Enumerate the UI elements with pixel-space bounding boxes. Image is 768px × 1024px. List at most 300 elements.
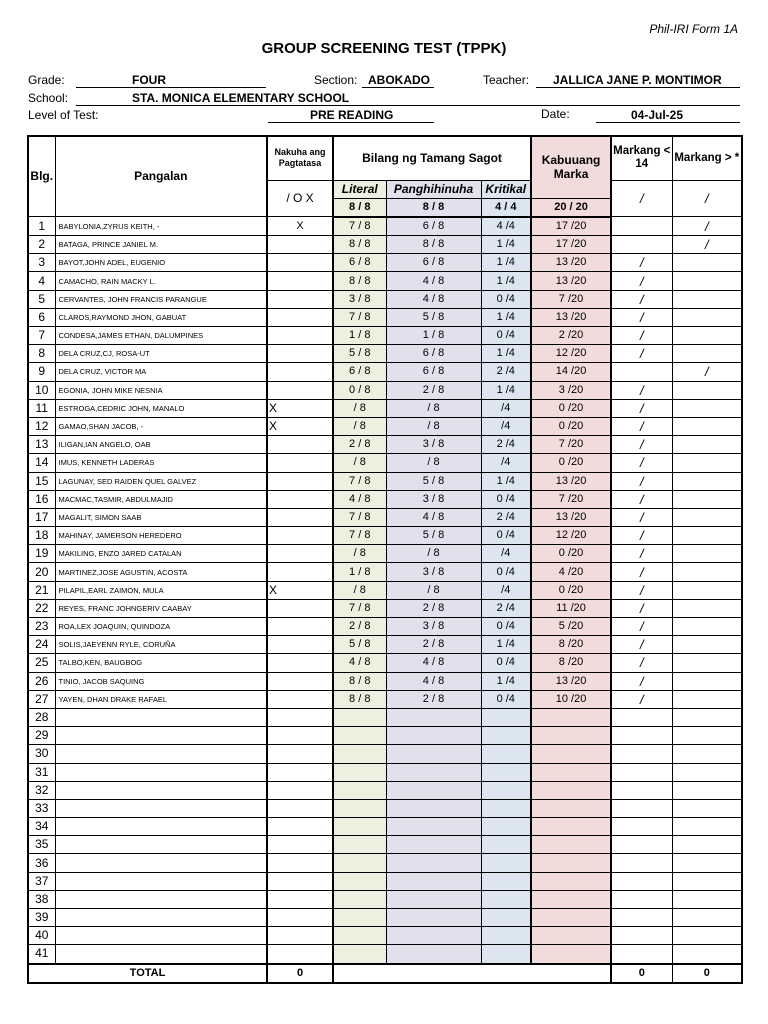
critical-score: /4 xyxy=(481,581,531,599)
table-row xyxy=(28,763,742,781)
markang-lt-mark: / xyxy=(611,690,672,708)
table-row xyxy=(28,781,742,799)
literal-score: 5 / 8 xyxy=(333,345,386,363)
markang-lt-mark xyxy=(611,799,672,817)
markang-lt-mark xyxy=(611,890,672,908)
literal-score xyxy=(333,872,386,890)
markang-lt-mark: / xyxy=(611,417,672,435)
critical-score: 2 /4 xyxy=(481,599,531,617)
literal-score: 6 / 8 xyxy=(333,254,386,272)
markang-ge-mark xyxy=(672,490,742,508)
markang-lt-mark: / xyxy=(611,636,672,654)
markang-ge-mark xyxy=(672,327,742,345)
total-score xyxy=(531,872,611,890)
inference-score: 1 / 8 xyxy=(386,327,481,345)
markang-ge-mark xyxy=(672,672,742,690)
literal-score: 2 / 8 xyxy=(333,618,386,636)
total-score: 0 /20 xyxy=(531,454,611,472)
markang-lt-mark: / xyxy=(611,290,672,308)
total-blank xyxy=(333,964,611,983)
critical-score: 1 /4 xyxy=(481,272,531,290)
student-name: CAMACHO, RAIN MACKY L. xyxy=(55,272,267,290)
markang-lt-mark: / xyxy=(611,599,672,617)
markang-ge-mark xyxy=(672,472,742,490)
markang-ge-mark xyxy=(672,563,742,581)
inference-score xyxy=(386,781,481,799)
inference-score xyxy=(386,799,481,817)
header-nakuha-marks: / O X xyxy=(267,180,333,217)
inference-score: 2 / 8 xyxy=(386,599,481,617)
total-score xyxy=(531,836,611,854)
critical-score: 2 /4 xyxy=(481,508,531,526)
row-number: 23 xyxy=(28,618,55,636)
critical-score xyxy=(481,708,531,726)
inference-score xyxy=(386,945,481,964)
teacher-value: JALLICA JANE P. MONTIMOR xyxy=(553,73,722,87)
table-row xyxy=(28,563,742,581)
inference-score: / 8 xyxy=(386,399,481,417)
row-number: 38 xyxy=(28,890,55,908)
total-score: 5 /20 xyxy=(531,618,611,636)
literal-score xyxy=(333,781,386,799)
total-score: 12 /20 xyxy=(531,345,611,363)
literal-score xyxy=(333,799,386,817)
critical-score: 2 /4 xyxy=(481,436,531,454)
student-name: DELA CRUZ,CJ, ROSA-UT xyxy=(55,345,267,363)
inference-score xyxy=(386,854,481,872)
inference-score: 3 / 8 xyxy=(386,436,481,454)
markang-lt-mark xyxy=(611,927,672,945)
critical-score: 1 /4 xyxy=(481,254,531,272)
critical-score xyxy=(481,872,531,890)
critical-score xyxy=(481,945,531,964)
row-number: 33 xyxy=(28,799,55,817)
total-score: 13 /20 xyxy=(531,272,611,290)
student-name: BAYOT,JOHN ADEL, EUGENIO xyxy=(55,254,267,272)
total-score: 13 /20 xyxy=(531,472,611,490)
row-number: 18 xyxy=(28,527,55,545)
total-score xyxy=(531,890,611,908)
nakuha-mark xyxy=(267,399,333,417)
header-nakuha: Nakuha ang Pagtatasa xyxy=(267,136,333,180)
inference-score xyxy=(386,727,481,745)
markang-ge-mark xyxy=(672,381,742,399)
critical-score: /4 xyxy=(481,454,531,472)
critical-score: 1 /4 xyxy=(481,472,531,490)
nakuha-mark xyxy=(267,545,333,563)
section-value: ABOKADO xyxy=(368,73,430,87)
inference-score: / 8 xyxy=(386,545,481,563)
nakuha-mark xyxy=(267,217,333,236)
total-label: TOTAL xyxy=(28,964,267,983)
inference-score: 5 / 8 xyxy=(386,308,481,326)
critical-score xyxy=(481,818,531,836)
critical-score: 1 /4 xyxy=(481,236,531,254)
row-number: 21 xyxy=(28,581,55,599)
markang-ge-mark xyxy=(672,254,742,272)
student-name xyxy=(55,745,267,763)
total-score: 14 /20 xyxy=(531,363,611,381)
table-row xyxy=(28,472,742,490)
row-number: 7 xyxy=(28,327,55,345)
table-row xyxy=(28,417,742,435)
inference-score: 4 / 8 xyxy=(386,508,481,526)
critical-score xyxy=(481,781,531,799)
nakuha-mark xyxy=(267,836,333,854)
total-score: 0 /20 xyxy=(531,545,611,563)
table-row xyxy=(28,308,742,326)
literal-score xyxy=(333,727,386,745)
critical-score: /4 xyxy=(481,545,531,563)
markang-lt-mark xyxy=(611,854,672,872)
row-number: 10 xyxy=(28,381,55,399)
row-number: 36 xyxy=(28,854,55,872)
nakuha-mark xyxy=(267,690,333,708)
row-number: 6 xyxy=(28,308,55,326)
row-number: 41 xyxy=(28,945,55,964)
inference-score: 4 / 8 xyxy=(386,272,481,290)
markang-ge-mark xyxy=(672,781,742,799)
table-row xyxy=(28,618,742,636)
critical-score: 0 /4 xyxy=(481,654,531,672)
table-row xyxy=(28,872,742,890)
literal-score: 5 / 8 xyxy=(333,636,386,654)
markang-lt-mark: / xyxy=(611,508,672,526)
total-score xyxy=(531,781,611,799)
markang-ge-mark xyxy=(672,399,742,417)
critical-score xyxy=(481,927,531,945)
markang-lt-mark xyxy=(611,217,672,236)
critical-score: 2 /4 xyxy=(481,363,531,381)
inference-score xyxy=(386,745,481,763)
literal-score: 8 / 8 xyxy=(333,690,386,708)
inference-score: 3 / 8 xyxy=(386,618,481,636)
student-name: MAGALIT, SIMON SAAB xyxy=(55,508,267,526)
student-name: EGONIA, JOHN MIKE NESNIA xyxy=(55,381,267,399)
header-ge-mark: / xyxy=(672,180,742,217)
student-name: GAMAO,SHAN JACOB, - xyxy=(55,417,267,435)
literal-score: / 8 xyxy=(333,454,386,472)
nakuha-mark xyxy=(267,363,333,381)
total-score: 0 /20 xyxy=(531,399,611,417)
total-score xyxy=(531,818,611,836)
total-score: 2 /20 xyxy=(531,327,611,345)
nakuha-left-mark: X xyxy=(269,582,278,597)
nakuha-mark xyxy=(267,272,333,290)
literal-score: 7 / 8 xyxy=(333,217,386,236)
critical-score xyxy=(481,727,531,745)
row-number: 13 xyxy=(28,436,55,454)
row-number: 35 xyxy=(28,836,55,854)
nakuha-mark xyxy=(267,508,333,526)
total-score xyxy=(531,708,611,726)
grade-value: FOUR xyxy=(132,73,166,87)
table-row xyxy=(28,436,742,454)
row-number: 17 xyxy=(28,508,55,526)
markang-ge-mark xyxy=(672,945,742,964)
markang-lt-mark: / xyxy=(611,581,672,599)
literal-score xyxy=(333,745,386,763)
markang-lt-mark xyxy=(611,818,672,836)
table-row xyxy=(28,363,742,381)
literal-score: 8 / 8 xyxy=(333,236,386,254)
markang-ge-mark xyxy=(672,890,742,908)
literal-score: 7 / 8 xyxy=(333,308,386,326)
table-row xyxy=(28,909,742,927)
school-label: School: xyxy=(28,91,69,105)
table-row xyxy=(28,327,742,345)
markang-ge-mark xyxy=(672,763,742,781)
table-row xyxy=(28,399,742,417)
student-name: CLAROS,RAYMOND JHON, GABUAT xyxy=(55,308,267,326)
literal-score: / 8 xyxy=(333,399,386,417)
student-name: TALBO,KEN, BAUGBOG xyxy=(55,654,267,672)
markang-lt-mark: / xyxy=(611,472,672,490)
markang-lt-mark: / xyxy=(611,527,672,545)
table-row xyxy=(28,818,742,836)
table-row xyxy=(28,854,742,872)
markang-lt-mark xyxy=(611,745,672,763)
total-score: 7 /20 xyxy=(531,436,611,454)
inference-score: 6 / 8 xyxy=(386,363,481,381)
total-score: 7 /20 xyxy=(531,490,611,508)
row-number: 27 xyxy=(28,690,55,708)
table-row xyxy=(28,836,742,854)
student-name: IMUS, KENNETH LADERAS xyxy=(55,454,267,472)
inference-score xyxy=(386,890,481,908)
student-name: MAHINAY, JAMERSON HEREDERO xyxy=(55,527,267,545)
critical-score: 0 /4 xyxy=(481,563,531,581)
row-number: 5 xyxy=(28,290,55,308)
nakuha-mark xyxy=(267,818,333,836)
markang-ge-mark xyxy=(672,417,742,435)
markang-ge-mark xyxy=(672,636,742,654)
critical-score xyxy=(481,890,531,908)
literal-score: 1 / 8 xyxy=(333,327,386,345)
row-number: 3 xyxy=(28,254,55,272)
nakuha-mark xyxy=(267,436,333,454)
literal-score xyxy=(333,836,386,854)
row-number: 12 xyxy=(28,417,55,435)
markang-lt-mark: / xyxy=(611,672,672,690)
critical-score xyxy=(481,763,531,781)
literal-score xyxy=(333,818,386,836)
nakuha-mark xyxy=(267,454,333,472)
literal-score: 6 / 8 xyxy=(333,363,386,381)
student-name xyxy=(55,872,267,890)
nakuha-value: X xyxy=(296,219,304,232)
table-row xyxy=(28,254,742,272)
markang-lt-mark: / xyxy=(611,490,672,508)
literal-score xyxy=(333,763,386,781)
inference-score xyxy=(386,818,481,836)
header-name: Pangalan xyxy=(55,136,267,217)
markang-ge-mark xyxy=(672,308,742,326)
markang-lt-mark: / xyxy=(611,345,672,363)
student-name: ILIGAN,IAN ANGELO, OAB xyxy=(55,436,267,454)
literal-score xyxy=(333,890,386,908)
level-value: PRE READING xyxy=(310,108,394,122)
critical-score xyxy=(481,836,531,854)
markang-ge-mark xyxy=(672,581,742,599)
nakuha-mark xyxy=(267,581,333,599)
markang-ge-mark: / xyxy=(672,217,742,236)
nakuha-mark xyxy=(267,854,333,872)
inference-score: 6 / 8 xyxy=(386,217,481,236)
total-score: 4 /20 xyxy=(531,563,611,581)
critical-score xyxy=(481,909,531,927)
table-row xyxy=(28,690,742,708)
total-score: 13 /20 xyxy=(531,308,611,326)
critical-score: 1 /4 xyxy=(481,672,531,690)
table-row xyxy=(28,581,742,599)
student-name xyxy=(55,909,267,927)
markang-lt-mark xyxy=(611,363,672,381)
header-bilang: Bilang ng Tamang Sagot xyxy=(333,136,531,180)
total-score xyxy=(531,927,611,945)
inference-score: / 8 xyxy=(386,454,481,472)
nakuha-mark xyxy=(267,745,333,763)
table-row xyxy=(28,272,742,290)
student-name: MARTINEZ,JOSE AGUSTIN, ACOSTA xyxy=(55,563,267,581)
critical-score: 1 /4 xyxy=(481,308,531,326)
header-total: Kabuuang Marka xyxy=(531,136,611,198)
total-score xyxy=(531,945,611,964)
markang-lt-mark: / xyxy=(611,454,672,472)
literal-score: / 8 xyxy=(333,581,386,599)
table-row xyxy=(28,599,742,617)
nakuha-mark xyxy=(267,472,333,490)
critical-score: 1 /4 xyxy=(481,345,531,363)
inference-score: 6 / 8 xyxy=(386,254,481,272)
literal-score: 0 / 8 xyxy=(333,381,386,399)
markang-lt-mark xyxy=(611,236,672,254)
markang-ge-mark xyxy=(672,272,742,290)
markang-lt-mark xyxy=(611,727,672,745)
student-name: TINIO, JACOB SAQUING xyxy=(55,672,267,690)
date-label: Date: xyxy=(541,107,570,121)
nakuha-left-mark: X xyxy=(269,418,278,433)
inference-score: 3 / 8 xyxy=(386,563,481,581)
student-name xyxy=(55,818,267,836)
row-number: 40 xyxy=(28,927,55,945)
nakuha-mark xyxy=(267,799,333,817)
literal-score xyxy=(333,927,386,945)
nakuha-mark xyxy=(267,927,333,945)
student-name: ESTROGA,CEDRIC JOHN, MANALO xyxy=(55,399,267,417)
literal-score: 1 / 8 xyxy=(333,563,386,581)
literal-score: 2 / 8 xyxy=(333,436,386,454)
critical-score: 1 /4 xyxy=(481,381,531,399)
row-number: 2 xyxy=(28,236,55,254)
school-value: STA. MONICA ELEMENTARY SCHOOL xyxy=(132,91,350,105)
critical-score xyxy=(481,799,531,817)
total-score: 7 /20 xyxy=(531,290,611,308)
row-number: 34 xyxy=(28,818,55,836)
inference-score: 8 / 8 xyxy=(386,236,481,254)
inference-score xyxy=(386,927,481,945)
table-row xyxy=(28,672,742,690)
nakuha-mark xyxy=(267,763,333,781)
critical-score: 0 /4 xyxy=(481,490,531,508)
teacher-label: Teacher: xyxy=(483,73,530,87)
markang-ge-mark xyxy=(672,872,742,890)
table-row xyxy=(28,454,742,472)
markang-lt-mark xyxy=(611,763,672,781)
table-row xyxy=(28,508,742,526)
student-name: YAYEN, DHAN DRAKE RAFAEL xyxy=(55,690,267,708)
critical-score: 0 /4 xyxy=(481,618,531,636)
total-score: 3 /20 xyxy=(531,381,611,399)
markang-ge-mark xyxy=(672,527,742,545)
nakuha-mark xyxy=(267,909,333,927)
markang-ge-mark xyxy=(672,618,742,636)
screening-table xyxy=(27,135,743,984)
literal-score xyxy=(333,909,386,927)
header-inference-max: 8 / 8 xyxy=(386,198,481,217)
literal-score: 4 / 8 xyxy=(333,490,386,508)
row-number: 14 xyxy=(28,454,55,472)
student-name xyxy=(55,799,267,817)
nakuha-mark xyxy=(267,618,333,636)
row-number: 28 xyxy=(28,708,55,726)
inference-score: 5 / 8 xyxy=(386,472,481,490)
table-row xyxy=(28,708,742,726)
header-literal-max: 8 / 8 xyxy=(333,198,386,217)
row-number: 4 xyxy=(28,272,55,290)
critical-score xyxy=(481,745,531,763)
student-name: REYES, FRANC JOHNGERIV CAABAY xyxy=(55,599,267,617)
row-number: 9 xyxy=(28,363,55,381)
literal-score xyxy=(333,708,386,726)
nakuha-mark xyxy=(267,672,333,690)
literal-score: / 8 xyxy=(333,545,386,563)
student-name: LAGUNAY, SED RAIDEN QUEL GALVEZ xyxy=(55,472,267,490)
literal-score: 7 / 8 xyxy=(333,508,386,526)
inference-score xyxy=(386,909,481,927)
total-score xyxy=(531,727,611,745)
markang-ge-mark xyxy=(672,690,742,708)
nakuha-mark xyxy=(267,636,333,654)
nakuha-mark xyxy=(267,254,333,272)
total-score: 11 /20 xyxy=(531,599,611,617)
inference-score xyxy=(386,763,481,781)
student-name: SOLIS,JAEYENN RYLE, CORUÑA xyxy=(55,636,267,654)
table-row xyxy=(28,236,742,254)
section-label: Section: xyxy=(314,73,358,87)
nakuha-mark xyxy=(267,563,333,581)
header-markang-lt: Markang < 14 xyxy=(611,136,672,180)
header-critical-max: 4 / 4 xyxy=(481,198,531,217)
nakuha-mark xyxy=(267,290,333,308)
markang-lt-mark: / xyxy=(611,563,672,581)
nakuha-mark xyxy=(267,708,333,726)
row-number: 37 xyxy=(28,872,55,890)
markang-lt-mark: / xyxy=(611,254,672,272)
nakuha-mark xyxy=(267,527,333,545)
total-score xyxy=(531,909,611,927)
inference-score xyxy=(386,872,481,890)
page-title: GROUP SCREENING TEST (TPPK) xyxy=(261,40,507,57)
table-row xyxy=(28,217,742,236)
row-number: 20 xyxy=(28,563,55,581)
literal-score: 4 / 8 xyxy=(333,654,386,672)
critical-score: 0 /4 xyxy=(481,290,531,308)
row-number: 8 xyxy=(28,345,55,363)
literal-score: 7 / 8 xyxy=(333,599,386,617)
literal-score: / 8 xyxy=(333,417,386,435)
markang-lt-mark xyxy=(611,836,672,854)
